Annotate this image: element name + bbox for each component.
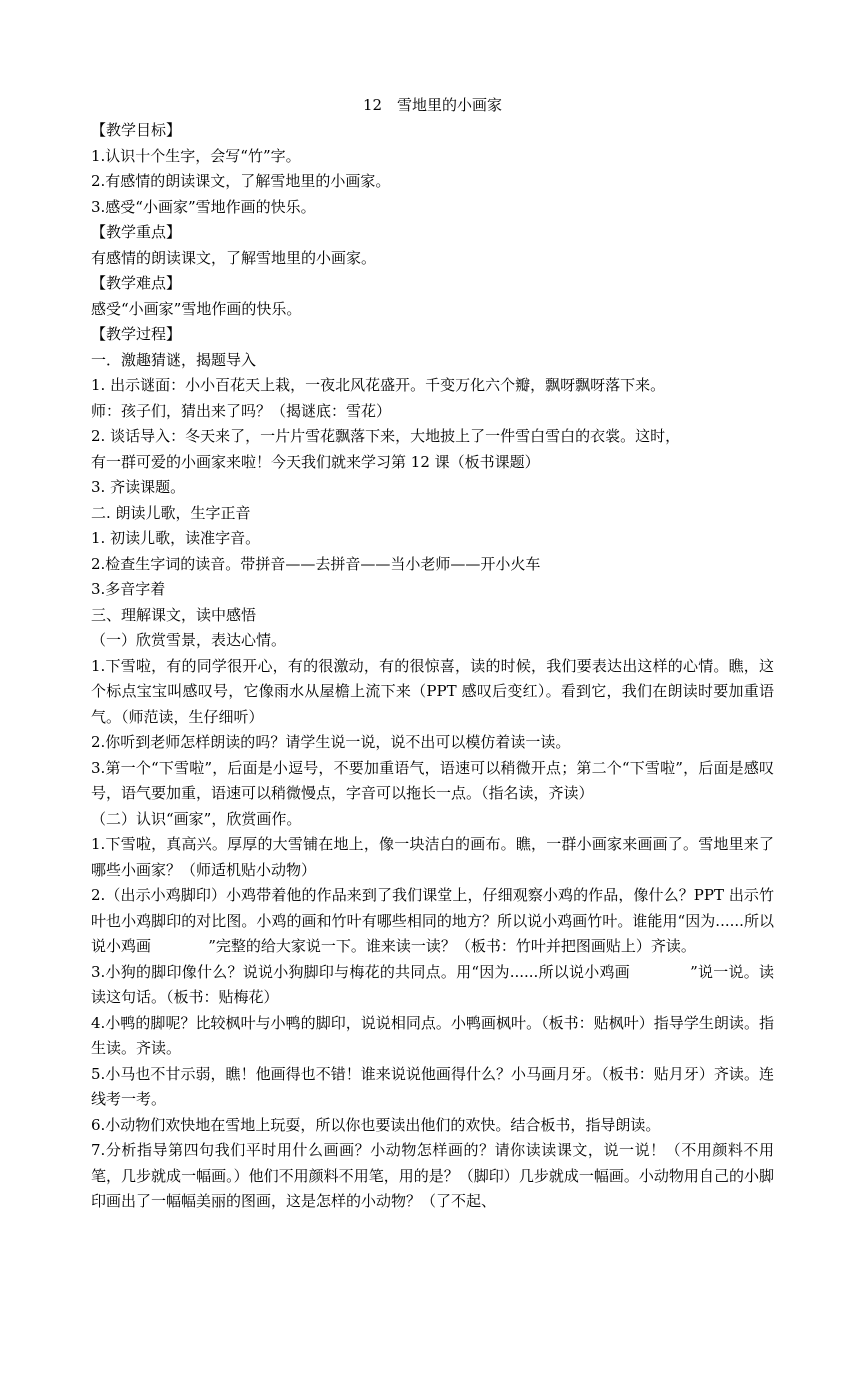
goal-item: 1.认识十个生字，会写“竹”字。 (91, 146, 301, 165)
process-step: 1. 初读儿歌，读准字音。 (91, 529, 261, 547)
paragraph: 3.第一个“下雪啦”，后面是小逗号，不要加重语气，语速可以稍微开点；第二个“下雪啦”，后面是感叹号，语气要加重，语速可以稍微慢点，字音可以拖长一点。（指名读，齐读） (91, 758, 774, 802)
process-step: 3.多音字着 (91, 580, 166, 598)
subsection-heading: （二）认识“画家”，欣赏画作。 (91, 809, 302, 828)
process-step: 2. 谈话导入：冬天来了，一片片雪花飘落下来，大地披上了一件雪白雪白的衣裳。这时， (91, 427, 681, 445)
paragraph: 1.下雪啦，有的同学很开心，有的很激动，有的很惊喜，读的时候，我们要表达出这样的心情。瞧，这个标点宝宝叫感叹号，它像雨水从屋檐上流下来（PPT 感叹后变红）。看到它，我们在朗读时要加重语气。（师范读，生仔细听） (91, 656, 774, 726)
section-heading: 二. 朗读儿歌，生字正音 (91, 503, 251, 522)
paragraph: 2.你听到老师怎样朗读的吗？请学生说一说，说不出可以模仿着读一读。 (91, 733, 571, 751)
process-step: 有一群可爱的小画家来啦！今天我们就来学习第 12 课（板书课题） (91, 452, 540, 471)
process-step: 师：孩子们，猜出来了吗？（揭谜底：雪花） (91, 401, 392, 420)
process-step: 3. 齐读课题。 (91, 478, 186, 496)
key-point-text: 有感情的朗读课文，了解雪地里的小画家。 (91, 248, 377, 267)
paragraph: 5.小马也不甘示弱，瞧！他画得也不错！谁来说说他画得什么？小马画月牙。（板书：贴月牙）齐读。连线考一考。 (91, 1064, 774, 1108)
section-heading: 三、理解课文，读中感悟 (91, 605, 257, 624)
paragraph: 2.（出示小鸡脚印）小鸡带着他的作品来到了我们课堂上，仔细观察小鸡的作品，像什么？PPT 出示竹叶也小鸡脚印的对比图。小鸡的画和竹叶有哪些相同的地方？所以说小鸡画竹叶。谁能用“因为......所以说小鸡画 ”完整的给大家说一下。谁来读一读？（板书：竹叶并把图画贴上）齐读。 (91, 886, 774, 955)
paragraph: 6.小动物们欢快地在雪地上玩耍，所以你也要读出他们的欢快。结合板书，指导朗读。 (91, 1115, 661, 1134)
goal-item: 3.感受“小画家”雪地作画的快乐。 (91, 197, 316, 216)
section-heading: 一．激趣猜谜，揭题导入 (91, 350, 257, 369)
heading-teaching-process: 【教学过程】 (91, 325, 182, 343)
heading-difficulties: 【教学难点】 (91, 274, 182, 292)
difficulty-text: 感受“小画家”雪地作画的快乐。 (91, 299, 302, 318)
lesson-title: 12 雪地里的小画家 (362, 96, 503, 114)
paragraph: 3.小狗的脚印像什么？说说小狗脚印与梅花的共同点。用“因为......所以说小鸡画 ”说一说。读读这句话。（板书：贴梅花） (91, 962, 774, 1006)
heading-teaching-goals: 【教学目标】 (91, 121, 182, 139)
paragraph: 7.分析指导第四句我们平时用什么画画？小动物怎样画的？请你读读课文，说一说！（不用颜料不用笔，几步就成一幅画。）他们不用颜料不用笔，用的是？（脚印）几步就成一幅画。小动物用自己的小脚印画出了一幅幅美丽的图画，这是怎样的小动物？（了不起、 (91, 1141, 774, 1210)
paragraph: 4.小鸭的脚呢？比较枫叶与小鸭的脚印，说说相同点。小鸭画枫叶。（板书：贴枫叶）指导学生朗读。指生读。齐读。 (91, 1013, 774, 1057)
heading-key-points: 【教学重点】 (91, 223, 182, 241)
goal-item: 2.有感情的朗读课文，了解雪地里的小画家。 (91, 172, 391, 190)
process-step: 2.检查生字词的读音。带拼音——去拼音——当小老师——开小火车 (91, 554, 541, 573)
process-step: 1. 出示谜面：小小百花天上栽，一夜北风花盛开。千变万化六个瓣，飘呀飘呀落下来。 (91, 376, 666, 394)
paragraph: 1.下雪啦，真高兴。厚厚的大雪铺在地上，像一块洁白的画布。瞧，一群小画家来画画了。雪地里来了哪些小画家？（师适机贴小动物） (91, 835, 774, 879)
subsection-heading: （一）欣赏雪景，表达心情。 (91, 631, 287, 649)
